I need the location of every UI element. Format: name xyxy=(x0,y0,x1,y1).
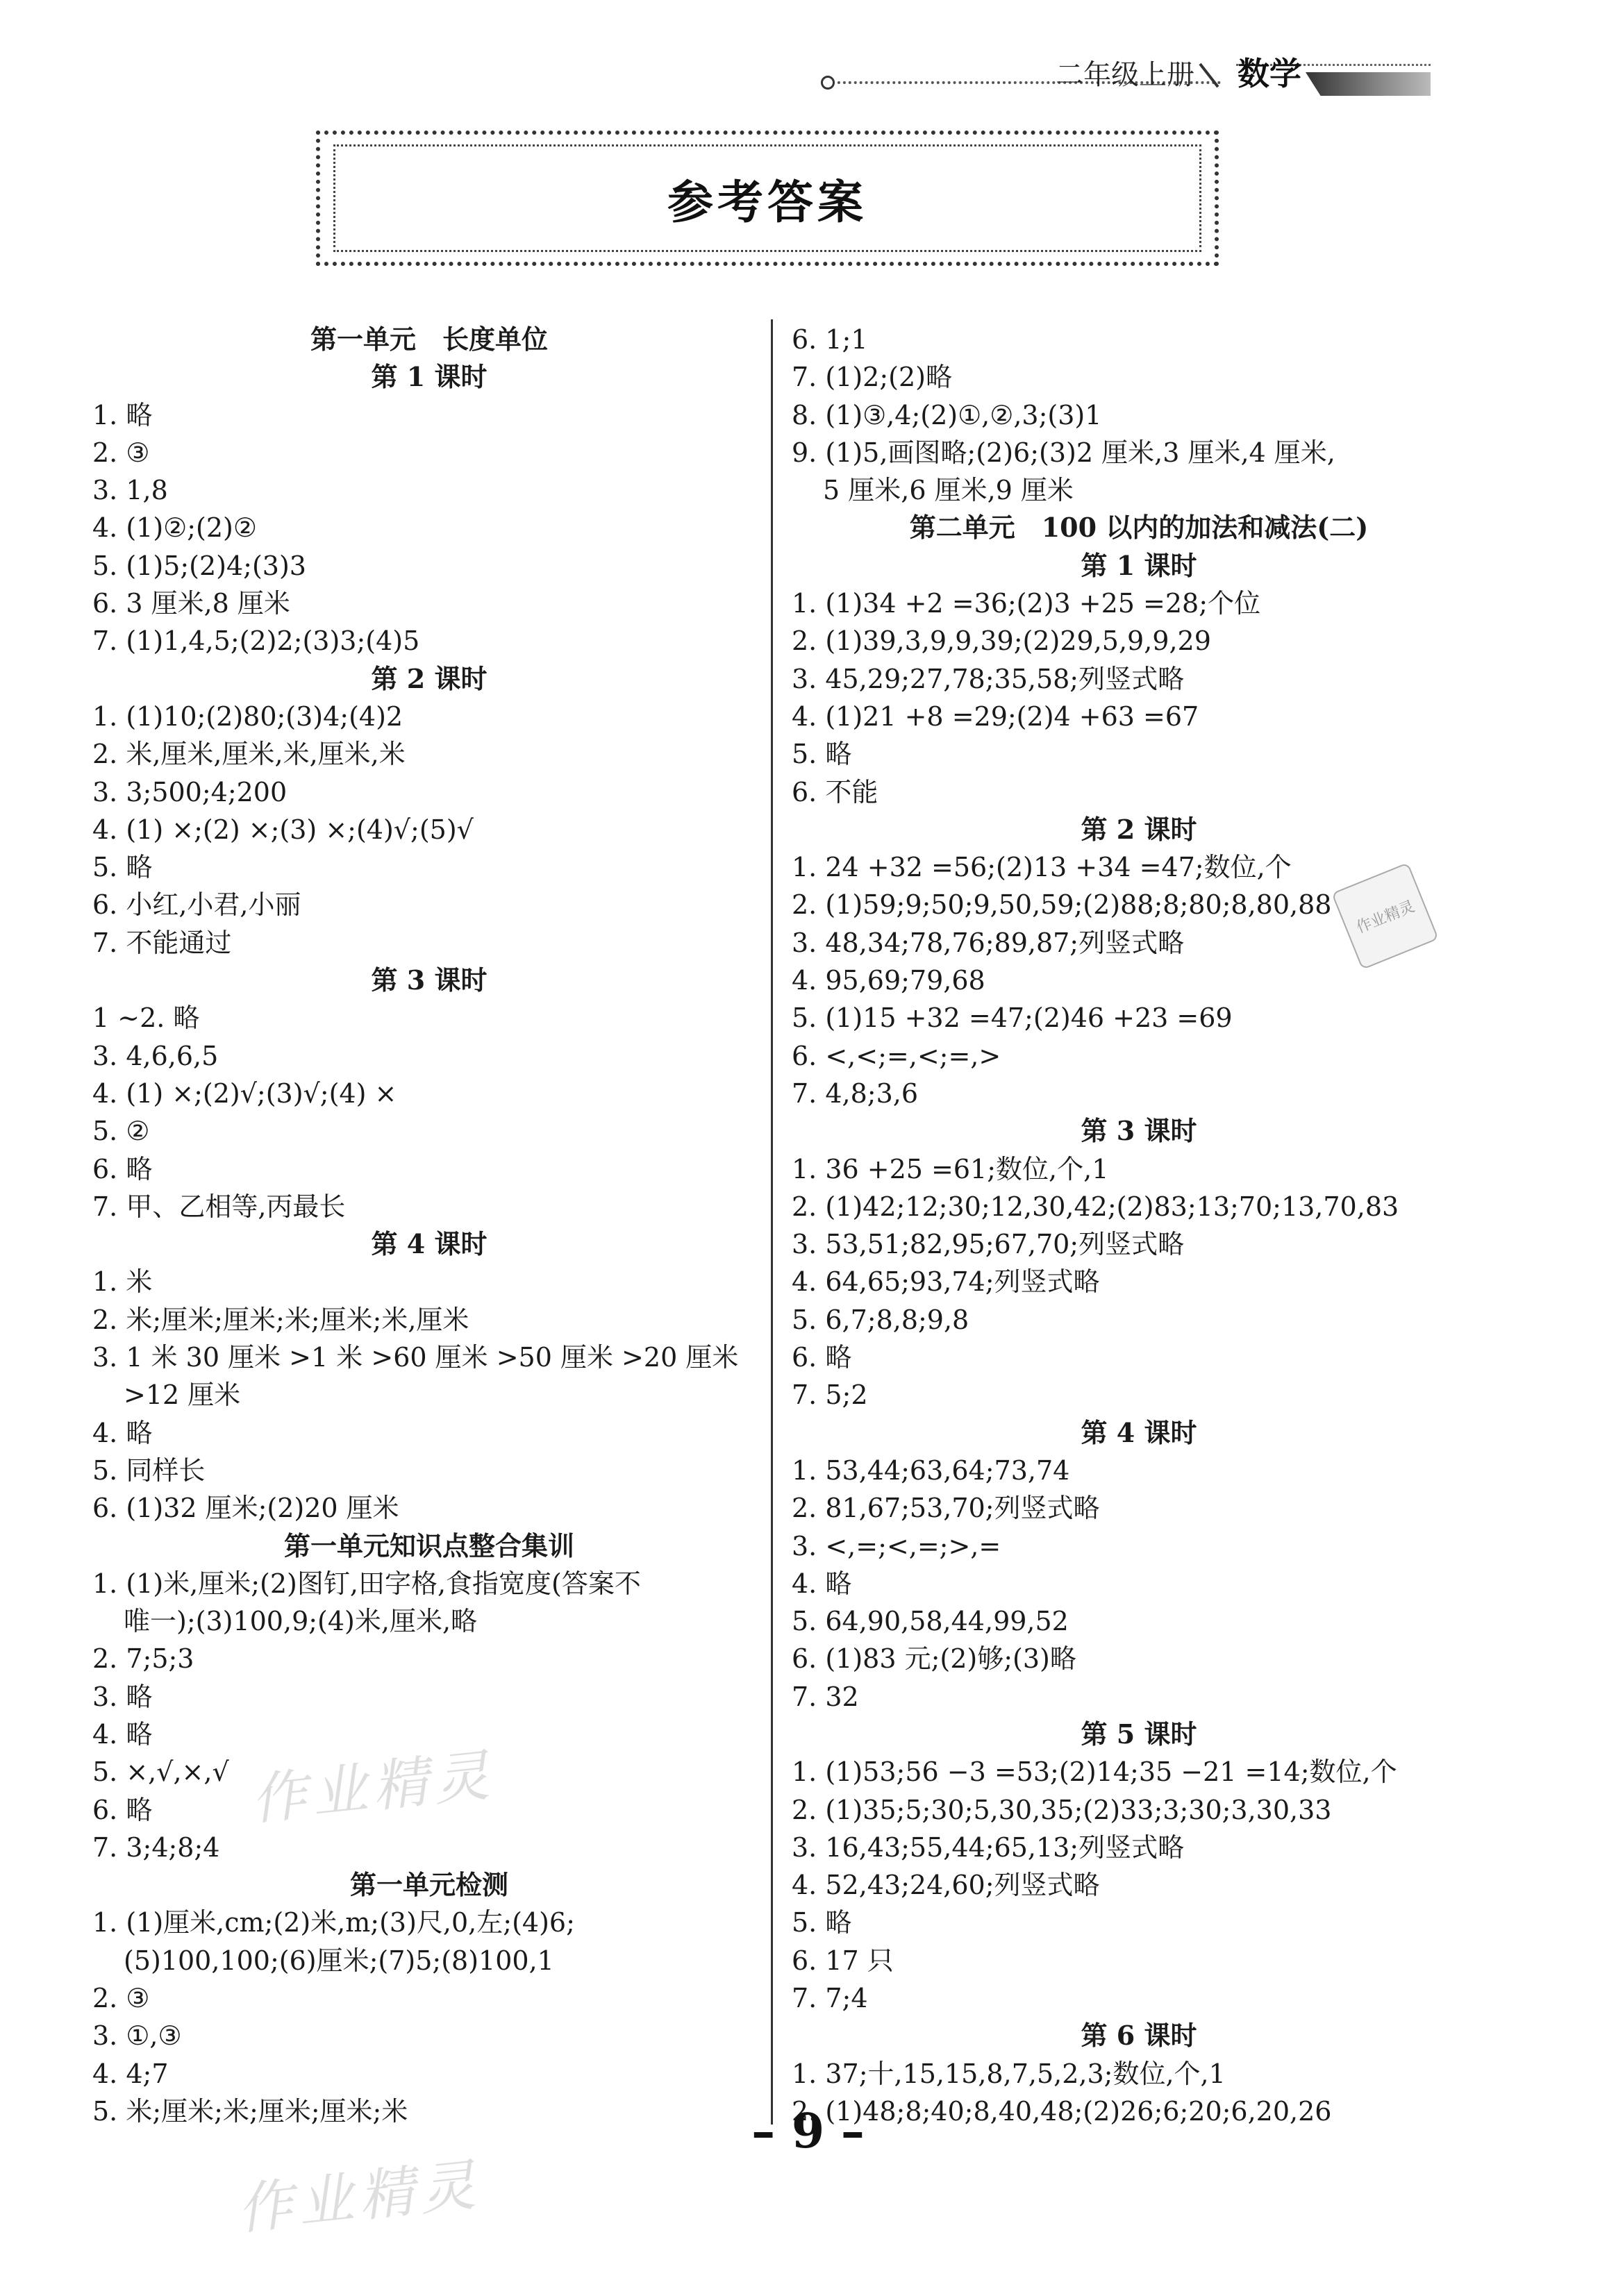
answer-line: 2. (1)39,3,9,9,39;(2)29,5,9,9,29 xyxy=(792,626,1211,657)
answer-line: 1. (1)34 +2 =36;(2)3 +25 =28;个位 xyxy=(792,588,1261,619)
answer-line: 1. (1)厘米,cm;(2)米,m;(3)尺,0,左;(4)6; xyxy=(92,1907,575,1938)
answer-line: 4. 略 xyxy=(792,1568,852,1599)
section-heading: 第 4 课时 xyxy=(1081,1416,1197,1448)
section-heading: 第 3 课时 xyxy=(371,964,488,996)
answer-line: 5. (1)5;(2)4;(3)3 xyxy=(92,550,306,581)
stamp-text: 作业精灵 xyxy=(1353,898,1417,937)
answer-line: 7. (1)2;(2)略 xyxy=(792,362,952,393)
answer-line: 1. (1)53;56 −3 =53;(2)14;35 −21 =14;数位,个 xyxy=(792,1757,1397,1788)
answer-line: (5)100,100;(6)厘米;(7)5;(8)100,1 xyxy=(124,1945,554,1976)
answer-line: 2. (1)42;12;30;12,30,42;(2)83;13;70;13,70,83 xyxy=(792,1191,1399,1222)
answer-line: 2. ③ xyxy=(92,1983,150,2014)
answer-line: 3. 45,29;27,78;35,58;列竖式略 xyxy=(792,663,1185,694)
answer-line: 3. 略 xyxy=(92,1681,153,1712)
header-subject: 数学 xyxy=(1238,55,1301,92)
answer-line: 6. 17 只 xyxy=(792,1945,894,1976)
answer-line: 2. 米;厘米;厘米;米;厘米;米,厘米 xyxy=(92,1304,469,1335)
answer-line: 7. 甲、乙相等,丙最长 xyxy=(92,1191,346,1222)
section-heading: 第 5 课时 xyxy=(1081,1718,1197,1750)
answer-line: 5. (1)15 +32 =47;(2)46 +23 =69 xyxy=(792,1003,1233,1034)
answer-line: 1. 53,44;63,64;73,74 xyxy=(792,1455,1070,1486)
answer-line: 4. (1) ×;(2)√;(3)√;(4) × xyxy=(92,1078,397,1109)
answer-line: 4. (1) ×;(2) ×;(3) ×;(4)√;(5)√ xyxy=(92,814,474,845)
watermark-text-bottom: 作业精灵 xyxy=(233,2152,484,2243)
answer-line: 2. (1)48;8;40;8,40,48;(2)26;6;20;6,20,26 xyxy=(792,2095,1332,2127)
answer-line: 6. 略 xyxy=(792,1342,852,1373)
watermark-text: 作业精灵 xyxy=(247,1742,498,1833)
header-grade: 二年级上册 xyxy=(1056,59,1194,91)
answer-line: 5. ② xyxy=(92,1116,150,1147)
answer-line: 7. 4,8;3,6 xyxy=(792,1078,919,1109)
answer-line: 7. (1)1,4,5;(2)2;(3)3;(4)5 xyxy=(92,626,420,657)
answer-line: 4. 略 xyxy=(92,1417,153,1448)
left-column xyxy=(92,321,752,2130)
answer-line: 1. 37;十,15,15,8,7,5,2,3;数位,个,1 xyxy=(792,2058,1226,2089)
page-number: – 9 – xyxy=(751,2104,865,2159)
answer-line: 6. 1;1 xyxy=(792,324,868,355)
answer-line: 3. <,=;<,=;>,= xyxy=(792,1530,1001,1561)
answer-line: 1. (1)米,厘米;(2)图钉,田字格,食指宽度(答案不 xyxy=(92,1568,641,1599)
right-column xyxy=(792,321,1486,2130)
answer-line: 7. 7;4 xyxy=(792,1983,868,2014)
answer-line: 3. ①,③ xyxy=(92,2020,182,2052)
answer-line: 7. 不能通过 xyxy=(92,927,232,958)
answer-line: 3. 1 米 30 厘米 >1 米 >60 厘米 >50 厘米 >20 厘米 xyxy=(92,1342,739,1373)
section-heading: 第 2 课时 xyxy=(371,662,488,694)
header-circle-icon xyxy=(821,76,835,90)
section-heading: 第二单元 100 以内的加法和减法(二) xyxy=(909,512,1369,544)
answer-line: 4. (1)21 +8 =29;(2)4 +63 =67 xyxy=(792,701,1199,732)
answer-line: >12 厘米 xyxy=(124,1380,241,1411)
header-accent-bar xyxy=(1306,72,1431,96)
answer-line: 2. 米,厘米,厘米,米,厘米,米 xyxy=(92,739,406,770)
answer-line: 5 厘米,6 厘米,9 厘米 xyxy=(823,475,1074,506)
section-heading: 第 4 课时 xyxy=(371,1228,488,1260)
section-heading: 第 3 课时 xyxy=(1081,1115,1197,1147)
answer-line: 6. 略 xyxy=(92,1794,153,1825)
answer-line: 1. 36 +25 =61;数位,个,1 xyxy=(792,1153,1109,1184)
section-heading: 第 2 课时 xyxy=(1081,813,1197,845)
answer-line: 4. (1)②;(2)② xyxy=(92,512,257,544)
answer-line: 4. 95,69;79,68 xyxy=(792,965,985,996)
answer-line: 5. 6,7;8,8;9,8 xyxy=(792,1304,969,1335)
answer-line: 1. 米 xyxy=(92,1266,153,1298)
answer-line: 5. 米;厘米;米;厘米;厘米;米 xyxy=(92,2095,408,2127)
answer-line: 8. (1)③,4;(2)①,②,3;(3)1 xyxy=(792,399,1102,430)
section-heading: 第一单元检测 xyxy=(349,1869,508,1901)
answer-line: 3. 16,43;55,44;65,13;列竖式略 xyxy=(792,1832,1185,1863)
answer-line: 6. <,<;=,<;=,> xyxy=(792,1040,1001,1071)
answer-line: 6. 3 厘米,8 厘米 xyxy=(92,588,290,619)
section-heading: 第 1 课时 xyxy=(1081,549,1197,581)
answer-line: 5. 略 xyxy=(792,739,852,770)
answer-line: 5. 略 xyxy=(792,1907,852,1938)
answer-line: 9. (1)5,画图略;(2)6;(3)2 厘米,3 厘米,4 厘米, xyxy=(792,437,1335,468)
page-title: 参考答案 xyxy=(667,175,867,229)
answer-line: 7. 32 xyxy=(792,1681,859,1712)
answer-line: 2. 7;5;3 xyxy=(92,1643,194,1675)
answer-line: 5. ×,√,×,√ xyxy=(92,1757,229,1788)
column-divider xyxy=(771,319,773,2125)
answer-line: 2. ③ xyxy=(92,437,150,468)
section-heading: 第 1 课时 xyxy=(371,361,488,393)
answer-line: 5. 略 xyxy=(92,852,153,883)
answer-line: 1. 24 +32 =56;(2)13 +34 =47;数位,个 xyxy=(792,852,1292,883)
answer-line: 3. 3;500;4;200 xyxy=(92,776,288,807)
answer-line: 3. 53,51;82,95;67,70;列竖式略 xyxy=(792,1229,1185,1260)
answer-line: 2. (1)59;9;50;9,50,59;(2)88;8;80;8,80,88 xyxy=(792,889,1332,921)
answer-line: 4. 52,43;24,60;列竖式略 xyxy=(792,1870,1100,1901)
answer-line: 1. (1)10;(2)80;(3)4;(4)2 xyxy=(92,701,403,732)
answer-line: 6. 略 xyxy=(92,1153,153,1184)
answer-line: 2. (1)35;5;30;5,30,35;(2)33;3;30;3,30,33 xyxy=(792,1794,1332,1825)
answer-line: 2. 81,67;53,70;列竖式略 xyxy=(792,1493,1100,1524)
title-box xyxy=(333,144,1201,252)
answer-line: 3. 4,6,6,5 xyxy=(92,1040,219,1071)
answer-line: 3. 48,34;78,76;89,87;列竖式略 xyxy=(792,927,1185,958)
answer-line: 6. 不能 xyxy=(792,776,878,807)
answer-line: 4. 64,65;93,74;列竖式略 xyxy=(792,1266,1100,1298)
answer-line: 6. 小红,小君,小丽 xyxy=(92,889,301,921)
answer-line: 7. 3;4;8;4 xyxy=(92,1832,220,1863)
answer-line: 1 ~2. 略 xyxy=(92,1003,200,1034)
section-heading: 第 6 课时 xyxy=(1081,2020,1197,2052)
section-heading: 第一单元知识点整合集训 xyxy=(283,1530,574,1561)
answer-line: 6. (1)32 厘米;(2)20 厘米 xyxy=(92,1493,399,1524)
answer-line: 7. 5;2 xyxy=(792,1380,868,1411)
answer-line: 4. 略 xyxy=(92,1718,153,1750)
answer-line: 3. 1,8 xyxy=(92,475,168,506)
answer-line: 6. (1)83 元;(2)够;(3)略 xyxy=(792,1643,1076,1675)
section-heading: 第一单元 长度单位 xyxy=(310,324,548,355)
answer-line: 1. 略 xyxy=(92,399,153,430)
answer-line: 5. 同样长 xyxy=(92,1455,206,1486)
answer-line: 5. 64,90,58,44,99,52 xyxy=(792,1606,1069,1637)
answer-line: 4. 4;7 xyxy=(92,2058,169,2089)
answer-line: 唯一);(3)100,9;(4)米,厘米,略 xyxy=(124,1606,478,1637)
